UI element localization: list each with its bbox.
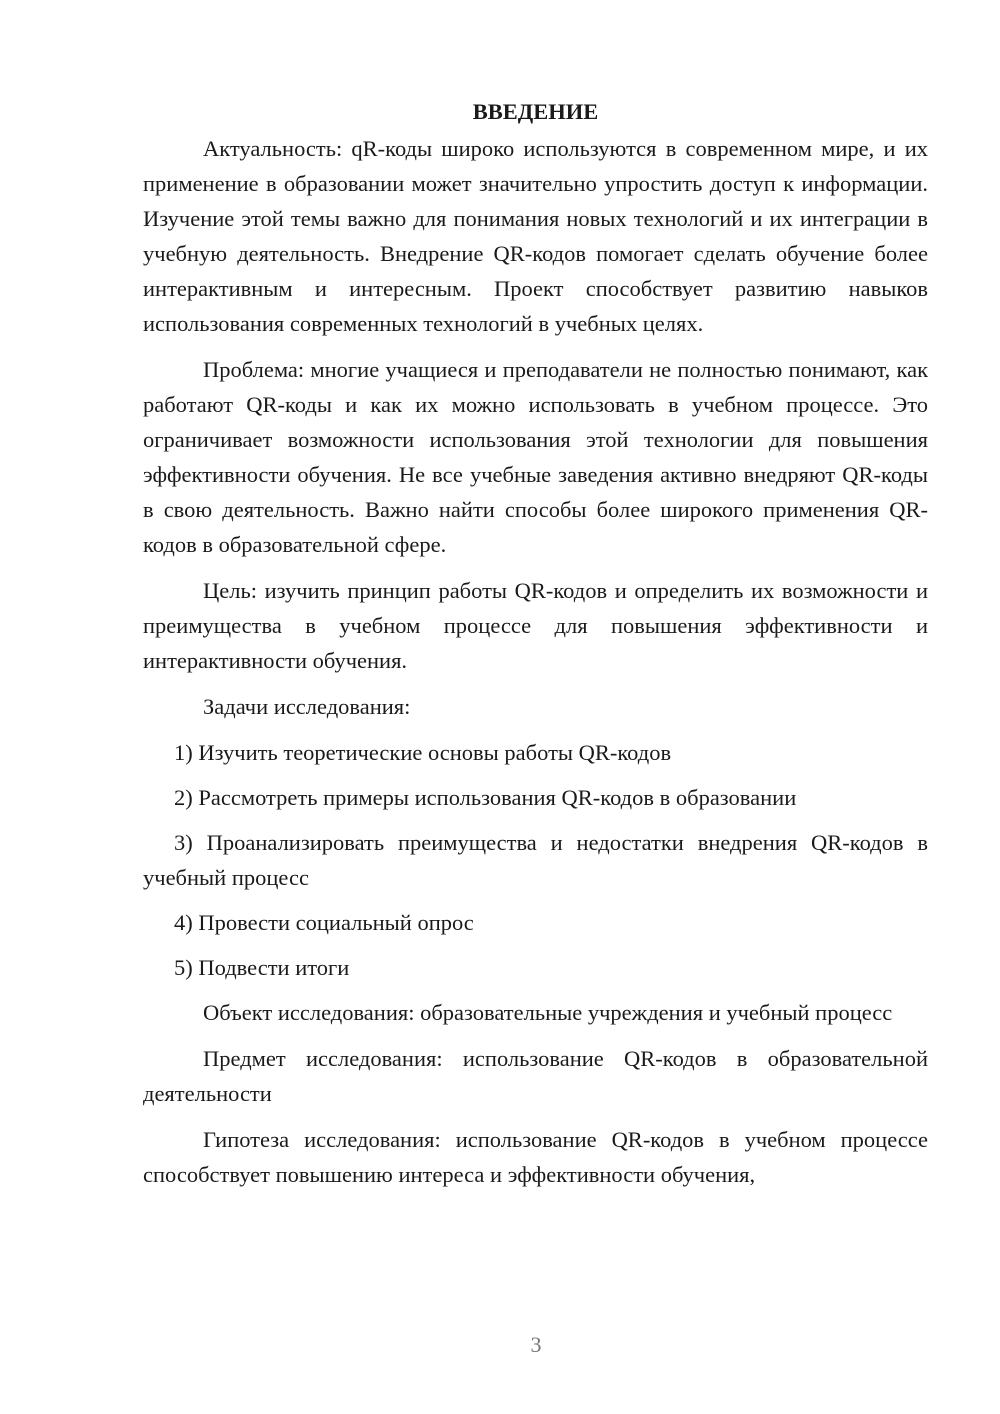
subject-paragraph: Предмет исследования: использование QR-кодов в образовательной деятельности [143,1046,928,1106]
object-paragraph: Объект исследования: образовательные учреждения и учебный процесс [203,1000,893,1025]
task-item-5: 5) Подвести итоги [174,955,350,980]
goal-paragraph: Цель: изучить принцип работы QR-кодов и определить их возможности и преимущества в учебном процессе для повышения эффективности и интерактивности обучения. [143,578,928,673]
page-number: 3 [530,1332,542,1357]
task-item-3: 3) Проанализировать преимущества и недостатки внедрения QR-кодов в учебный процесс [143,830,928,890]
task-item-4: 4) Провести социальный опрос [174,910,474,935]
task-item-1: 1) Изучить теоретические основы работы QR-кодов [174,740,672,765]
problem-paragraph: Проблема: многие учащиеся и преподаватели не полностью понимают, как работают QR-коды и как их можно использовать в учебном процессе. Это ограничивает возможности использования этой технологии для повышения эффективности обучения. Не все учебные заведения активно внедряют QR-коды в свою деятельность. Важно найти способы более широкого применения QR-кодов в образовательной сфере. [143,357,928,557]
tasks-heading: Задачи исследования: [203,694,411,719]
task-item-2: 2) Рассмотреть примеры использования QR-кодов в образовании [174,785,797,810]
relevance-paragraph: Актуальность: qR-коды широко используются в современном мире, и их применение в образовании может значительно упростить доступ к информации. Изучение этой темы важно для понимания новых технологий и их интеграции в учебную деятельность. Внедрение QR-кодов помогает сделать обучение более интерактивным и интересным. Проект способствует развитию навыков использования современных технологий в учебных целях. [143,136,928,336]
section-title: ВВЕДЕНИЕ [472,99,599,124]
page-content [143,94,928,1203]
hypothesis-paragraph: Гипотеза исследования: использование QR-кодов в учебном процессе способствует повышению интереса и эффективности обучения, [143,1127,928,1187]
